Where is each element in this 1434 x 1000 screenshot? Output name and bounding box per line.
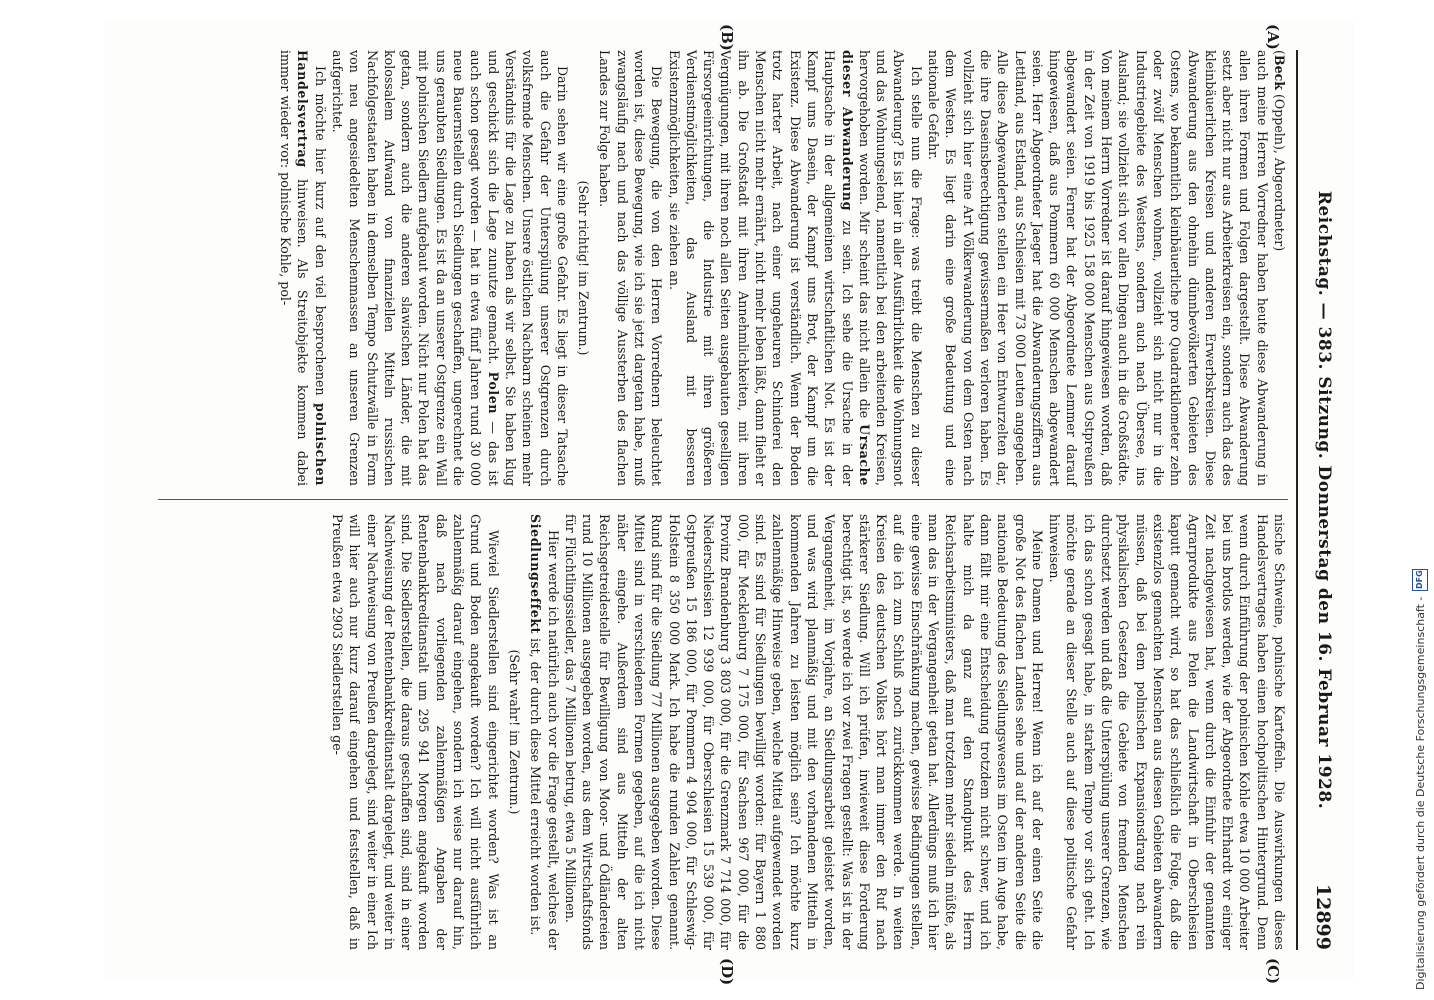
text-run: — das ist auch schon gesagt worden — hat in etwa fünf Jahren rund 30 000 neue Bauernstellen durch Siedlungen geschaffen, ungerechnet die uns geraubten Siedlungen. Es ist da an unserer Ostgrenze ein Wall mit polnischen Siedlern aufgebaut worden. Nicht nur Polen hat das getan, sondern auch die anderen slawischen Länder, die mit kolossalem Aufwand von finanziellen Mitteln russischen Nachfolgestaaten haben in demselben Tempo Schutzwälle in Form von neu angesiedelten Menschenmassen an unseren Grenzen aufgerichtet. bbox=[329, 50, 501, 486]
emphasis: Ursache dieser Abwanderung bbox=[839, 50, 872, 486]
emphasis: Siedlungseffekt bbox=[528, 514, 544, 635]
paragraph bbox=[329, 50, 571, 486]
paragraph bbox=[527, 514, 562, 950]
scanned-page bbox=[104, 20, 1354, 986]
footer-credit bbox=[1408, 30, 1432, 990]
header-rule bbox=[1296, 50, 1298, 950]
paragraph bbox=[665, 50, 924, 486]
interjection: (Sehr wahr! im Zentrum.) bbox=[506, 649, 522, 815]
emphasis: polnischen Handelsvertrag bbox=[295, 50, 328, 486]
digitization-footer bbox=[1403, 0, 1433, 1000]
right-column bbox=[329, 514, 1288, 950]
margin-marker-a: (A) bbox=[1264, 24, 1282, 50]
dfg-logo: DFG bbox=[1412, 569, 1428, 591]
margin-marker-d: (D) bbox=[718, 958, 736, 986]
paragraph: nische Schweine, polnische Kartoffeln. Die Auswirkungen dieses Handelsvertrages haben einen hochpolitischen Hintergrund. Denn wenn durch Einführung der polnischen Kohle etwa 10 000 Arbeiter bei uns brotlos werden, wie der Abgeordnete Ehrhardt vor einiger Zeit nachgewiesen hat, wenn durch die Einfuhr der genannten Agrarprodukte aus Polen die Landwirtschaft in Oberschlesien kaputt gemacht wird, so hat das schließlich die Folge, daß die existenzlos gemachten Menschen aus diesen Gebieten abwandern müssen, daß bei dem polnischen Expansionsdrang nach rein physikalischen Gesetzen die Gebiete von fremden Menschen durchsetzt werden und daß die Unterspülung unserer Grenzen, wie ich das schon gesagt habe, in starkem Tempo vor sich geht. Ich möchte gerade an dieser Stelle auch auf diese politische Gefahr hinweisen. bbox=[1047, 514, 1287, 950]
speaker-note: (Oppeln), Abgeordneter) bbox=[1272, 89, 1287, 252]
paragraph: auch meine Herren Vorredner haben heute diese Abwanderung in allen ihren Formen und Folgen dargestellt. Diese Abwanderung setzt aber nicht nur aus Arbeiterkreisen ein, sondern auch das des kleinbäuerlichen Kreisen und anderen Erwerbskreisen. Diese Abwanderung aus den ohnehin dünnbevölkerten Gebieten des Ostens, wo bekanntlich kleinbäuerliche pro Quadratkilometer zehn oder zwölf Menschen wohnen, vollzieht sich nicht nur in die Industriegebiete des Westens, sondern auch nach Übersee, ins Ausland; sie vollzieht sich vor allen Dingen auch in die Großstädte. Von meinem Herrn Vorredner ist darauf hingewiesen worden, daß in der Zeit von 1919 bis 1925 158 000 Menschen aus Ostpreußen abgewandert seien. Ferner hat der Abgeordnete Lemmer darauf hingewiesen, daß aus Pommern 60 000 Menschen abgewandert seien. Herr Abgeordneter Jaeger hat die Abwanderungsziffern aus Lettland, aus Estland, aus Schlesien mit 73 000 Leuten angegeben. Alle diese Abgewanderten stellen ein Heer von Entwurzelten dar, die ihre Daseinsberechtigung gewissermaßen verloren haben. Es vollzieht sich hier eine Art Völkerwanderung von dem Osten nach dem Westen. Es liegt darin eine große Bedeutung und eine nationale Gefahr. bbox=[926, 50, 1270, 486]
left-column bbox=[277, 50, 1288, 486]
text-run: ist, der durch diese Mittel erreicht worden ist. bbox=[528, 634, 544, 936]
speaker-line: (Beck (Oppeln), Abgeordneter) bbox=[1272, 50, 1287, 252]
margin-marker-b: (B) bbox=[718, 24, 736, 51]
paragraph: Meine Damen und Herren! Wenn ich auf der einen Seite die große Not des flachen Landes sehe und auf der anderen Seite die nationale Bedeutung des Siedlungswesens im Osten im Auge habe, dann fällt mir eine Entscheidung trotzdem nicht schwer, und ich halte mich da ganz auf den Standpunkt des Herrn Reichsarbeitsministers, daß man trotzdem mehr siedeln müßte, als man das in der Vergangenheit getan hat. Allerdings muß ich hier eine gewisse Einschränkung machen, gewisse Bedingungen stellen, auf die ich zum Schluß noch zurückkommen werde. In weiten Kreisen des deutschen Volkes hört man immer den Ruf nach stärkerer Siedlung. Will ich prüfen, inwieweit diese Forderung berechtigt ist, so werde ich vor zwei Fragen gestellt: Was ist in der Vergangenheit, im Vorjahre, an Siedlungsarbeit geleistet worden, und was wird planmäßig und mit den vorhandenen Mitteln in kommenden Jahren zu leisten möglich sein? Ich möchte kurz zahlenmäßige Hinweise geben, welche Mittel aufgewendet worden sind. Es sind für Siedlungen bewilligt worden: für Bayern 1 880 000, für Mecklenburg 7 175 000, für Sachsen 967 000, für die Provinz Brandenburg 3 803 000, für die Grenzmark 7 714 000, für Niederschlesien 12 939 000, für Oberschlesien 15 539 000, für Ostpreußen 15 186 000, für Pommern 4 904 000, für Schleswig-Holstein 8 350 000 Mark. Ich habe die runden Zahlen genannt. Rund sind für die Siedlung 77 Millionen ausgegeben worden. Diese Mittel sind in verschiedenen Formen gegeben, auf die ich nicht näher eingehe. Außerdem sind aus Mitteln der alten Reichsgetreidestelle für Bewilligung von Moor- und Ödländereien rund 10 Millionen ausgegeben worden, aus dem Wirtschaftsfonds für Flüchtlingssiedler, das 7 Millionen betrug, etwa 5 Millionen. bbox=[562, 514, 1045, 950]
paragraph: Die Bewegung, die von den Herren Vorrednern beleuchtet worden ist, diese Bewegung, wie ich sie jetzt dargetan habe, muß zwangsläufig nach und nach das völlige Aussterben des flachen Landes zur Folge haben. bbox=[597, 50, 665, 486]
text-run: Darin sehen wir eine große Gefahr. Es liegt in dieser Tatsache auch die Gefahr der Unterspülung unserer Ostgrenzen durch volksfremde Menschen. Unsere östlichen Nachbarn scheinen mehr Verständnis für die Lage zu haben als wir selbst. Sie haben klug und geschickt sich die Lage zunutze gemacht. bbox=[485, 50, 570, 486]
footer-text: Digitalisierung gefördert durch die Deutsche Forschungsgemeinschaft - bbox=[1413, 596, 1427, 990]
emphasis: Polen bbox=[485, 371, 501, 415]
page-header bbox=[1300, 50, 1334, 950]
paragraph: Wieviel Siedlerstellen sind eingerichtet worden? Was ist an Grund und Boden angekauft worden? Ich will nicht ausführlich zahlenmäßig darauf eingehen, sondern ich weise nur darauf hin, daß nach vorliegenden zahlenmäßigen Angaben der Rentenbankkreditanstalt um 295 941 Morgen angekauft worden sind. Die Siedlerstellen, die daraus geschaffen sind, sind in einer Nachweisung der Rentenbankkreditanstalt dargelegt, und weiter in einer Nachweisung von Preußen dargelegt, sind weiter in einer Ich will hier auch nur kurz darauf eingehen und feststellen, daß in Preußen etwa 2903 Siedlerstellen ge- bbox=[329, 514, 501, 950]
margin-marker-c: (C) bbox=[1264, 958, 1282, 985]
column-divider bbox=[158, 499, 1288, 500]
text-run: zu sein. Ich sehe die Ursache in der Hauptsache in der allgemeinen wirtschaftlichen Not. Es ist der Kampf ums Dasein, der Kampf ums Brot, der Kampf um die Existenz. Diese Abwanderung ist verständlich. Wenn der Boden trotz harter Arbeit, nach einer ungeheuren Schinderei den Menschen nicht mehr ernährt, nicht mehr leben läßt, dann flieht er ihn ab. Die Großstadt mit ihren Annehmlichkeiten, mit ihren Vergnügungen, mit ihren noch allen Seiten ausgebauten geselligen Fürsorgeeinrichtungen, die Industrie mit ihren größeren Verdienstmöglichkeiten, das Ausland mit besseren Existenzmöglichkeiten, sie ziehen an. bbox=[666, 50, 855, 486]
text-run: Hier werde ich natürlich auch vor die Frage gestellt, welches der bbox=[545, 530, 561, 950]
paragraph bbox=[277, 50, 329, 486]
running-head: Reichstag. — 383. Sitzung. Donnerstag den 16. Februar 1928. bbox=[1314, 190, 1334, 810]
text-run: Ich stelle nun die Frage: was treibt die Menschen zu dieser Abwanderung? Es ist hier in aller Ausführlichkeit die Wohnungsnot und das Wohnungselend, namentlich bei den arbeitenden Kreisen, hervorgehoben worden. Mir scheint das nicht allein die bbox=[856, 50, 924, 486]
text-run: Ich möchte hier kurz auf den viel besprochenen bbox=[312, 66, 328, 403]
interjection: (Sehr richtig! im Zentrum.) bbox=[576, 180, 592, 356]
text-run: hinweisen. Als Streitobjekte kommen dabei immer wieder vor: polnische Kohle, pol- bbox=[278, 50, 311, 486]
speaker-name: Beck bbox=[1272, 54, 1287, 90]
page-number: 12899 bbox=[1312, 883, 1334, 950]
